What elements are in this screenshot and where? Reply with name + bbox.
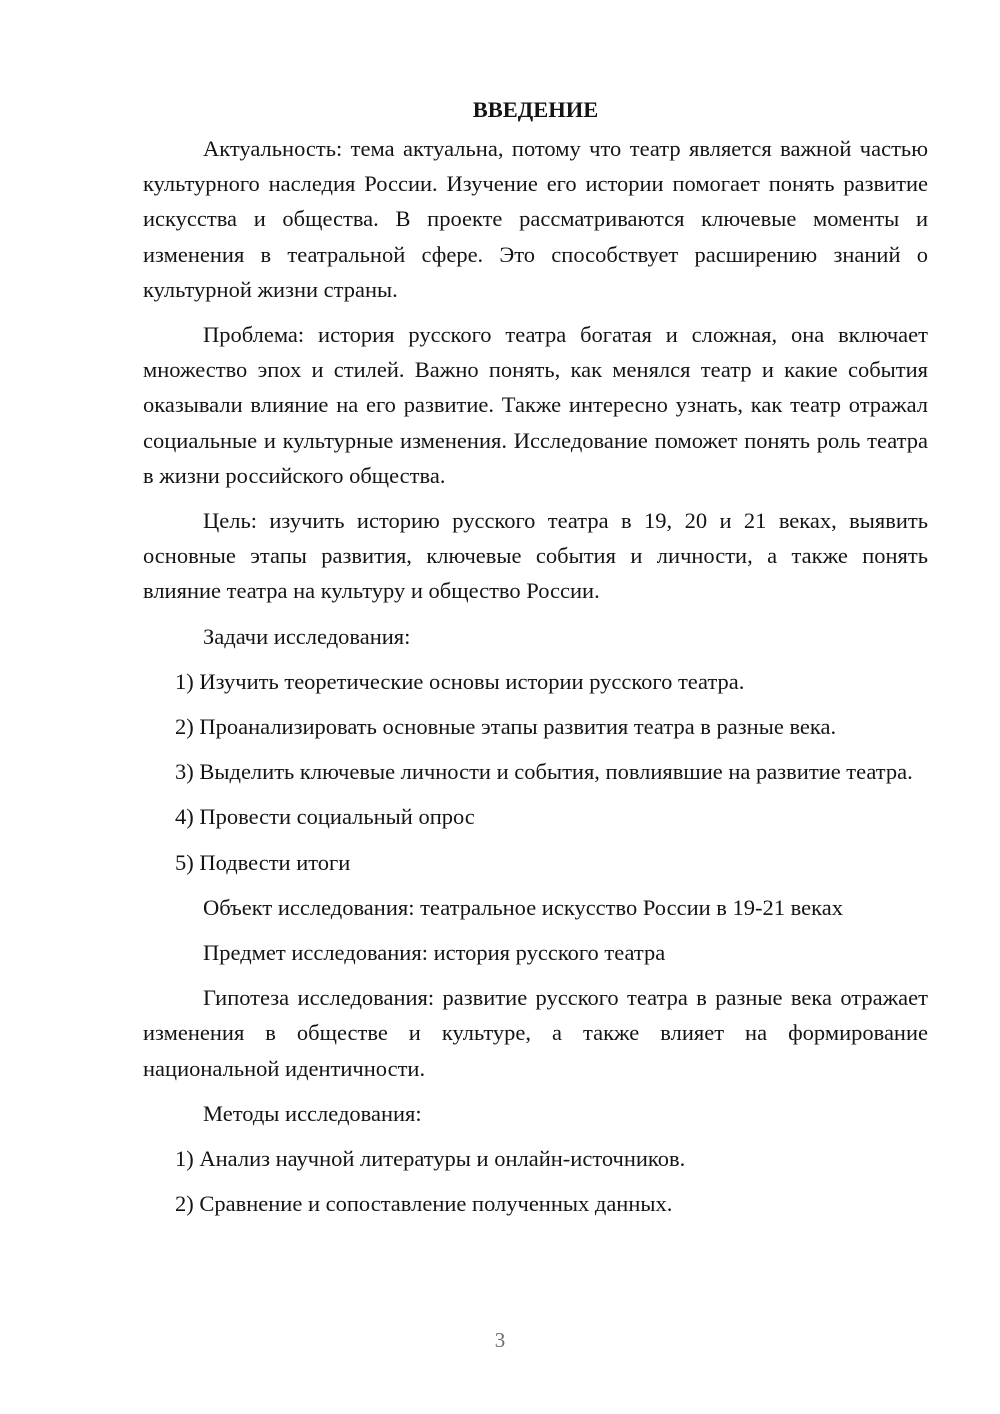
task-item-2: 2) Проанализировать основные этапы развития театра в разные века. bbox=[175, 714, 837, 740]
task-item-5: 5) Подвести итоги bbox=[175, 849, 351, 875]
task-item-3: 3) Выделить ключевые личности и события, повлиявшие на развитие театра. bbox=[175, 759, 913, 785]
task-item-4: 4) Провести социальный опрос bbox=[175, 804, 475, 830]
relevance-paragraph: Актуальность: тема актуальна, потому что театр является важной частью культурного наследия России. Изучение его истории помогает понять развитие искусства и общества. В проекте рассматриваются ключевые моменты и изменения в театральной сфере. Это способствует расширению знаний о культурной жизни страны. bbox=[143, 136, 928, 302]
problem-paragraph: Проблема: история русского театра богатая и сложная, она включает множество эпох и стилей. Важно понять, как менялся театр и какие события оказывали влияние на его развитие. Также интересно узнать, как театр отражал социальные и культурные изменения. Исследование поможет понять роль театра в жизни российского общества. bbox=[143, 322, 928, 488]
method-item-1: 1) Анализ научной литературы и онлайн-источников. bbox=[175, 1146, 686, 1172]
goal-paragraph: Цель: изучить историю русского театра в 19, 20 и 21 веках, выявить основные этапы развития, ключевые события и личности, а также понять влияние театра на культуру и общество России. bbox=[143, 508, 928, 604]
section-heading: ВВЕДЕНИЕ bbox=[472, 97, 599, 122]
tasks-title: Задачи исследования: bbox=[203, 623, 411, 649]
document-page bbox=[143, 92, 928, 1231]
object-paragraph: Объект исследования: театральное искусство России в 19-21 веках bbox=[203, 894, 843, 920]
method-item-2: 2) Сравнение и сопоставление полученных данных. bbox=[175, 1191, 673, 1217]
task-item-1: 1) Изучить теоретические основы истории русского театра. bbox=[175, 668, 745, 694]
hypothesis-paragraph: Гипотеза исследования: развитие русского театра в разные века отражает изменения в обществе и культуре, а также влияет на формирование национальной идентичности. bbox=[143, 985, 928, 1081]
methods-title: Методы исследования: bbox=[203, 1100, 422, 1126]
subject-paragraph: Предмет исследования: история русского театра bbox=[203, 940, 666, 966]
page-number: 3 bbox=[494, 1328, 506, 1352]
